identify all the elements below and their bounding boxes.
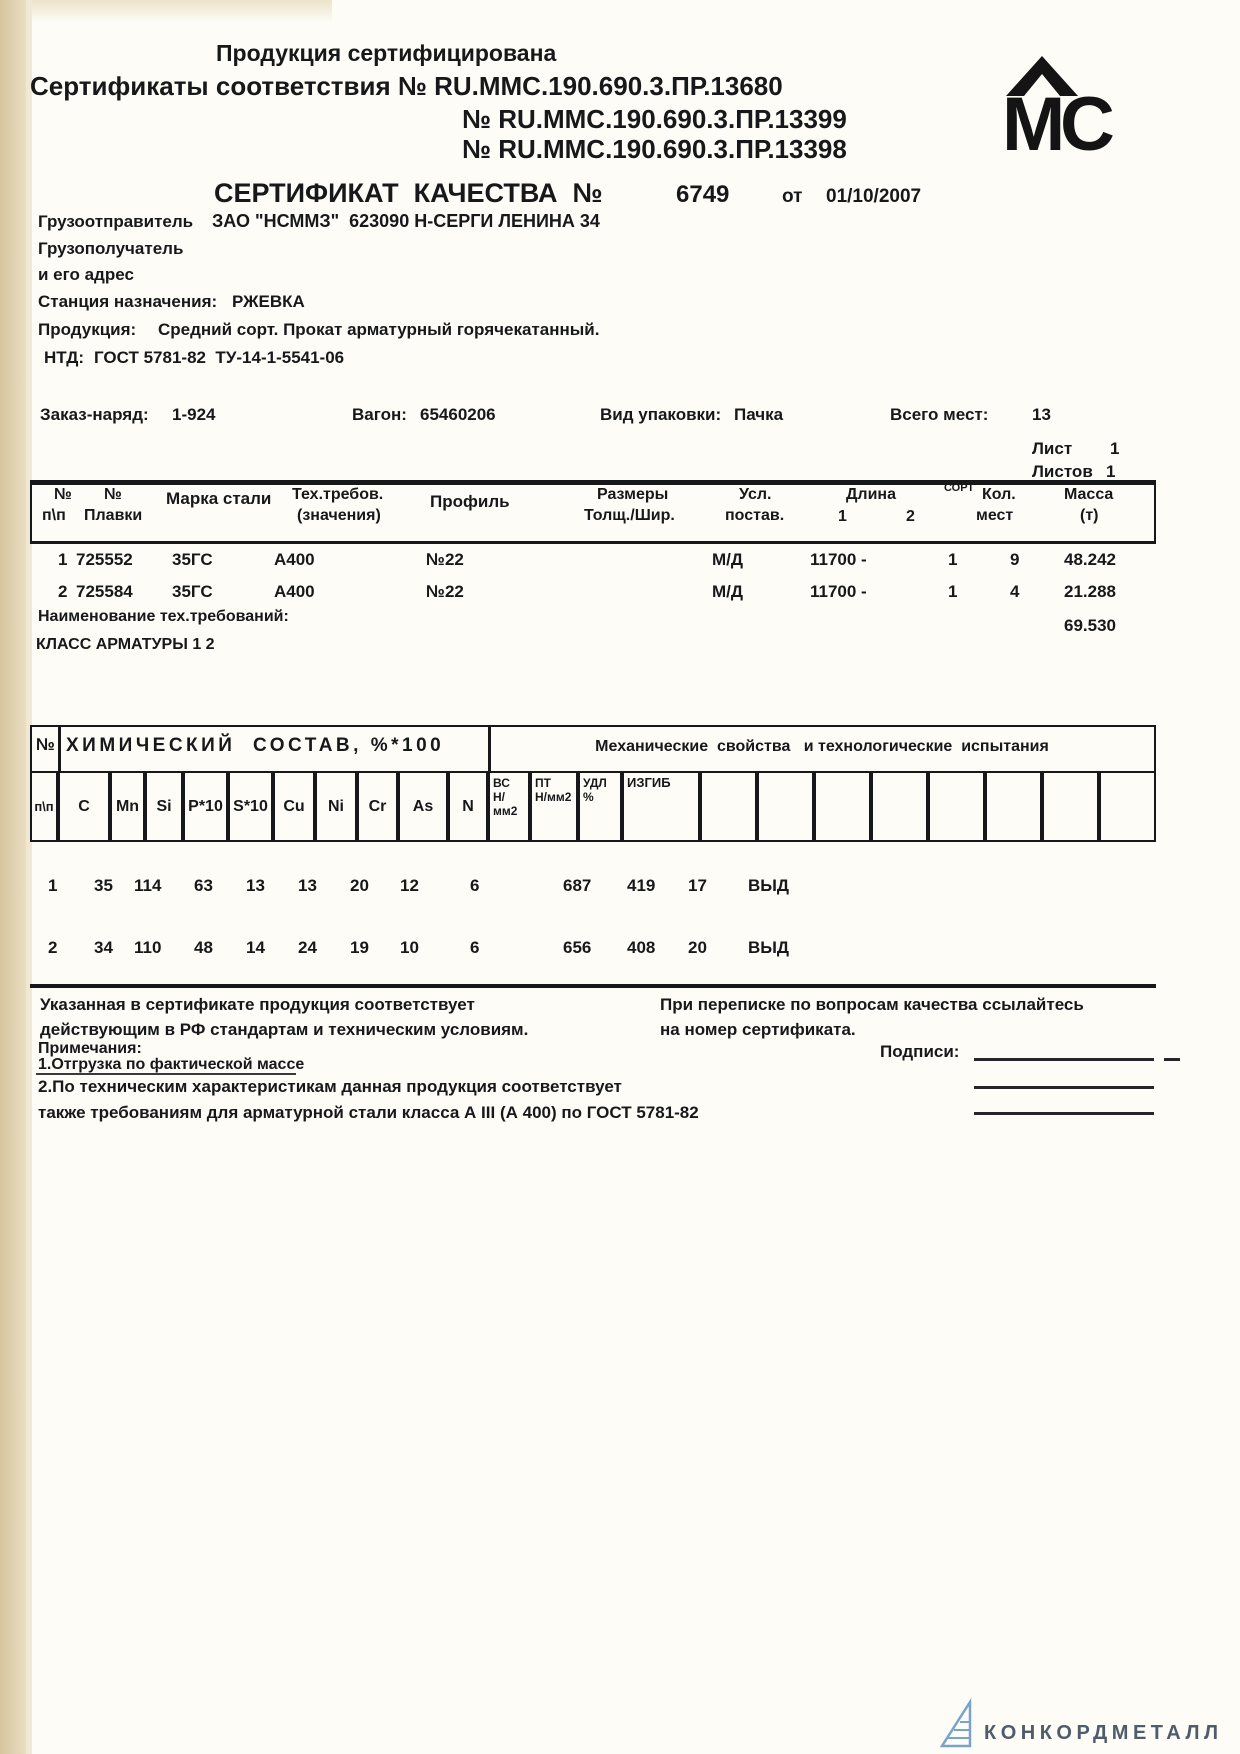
sheets-total-label: Листов (1032, 462, 1093, 481)
chem-row1-vs: 687 (563, 876, 592, 895)
note-1-underline (36, 1073, 296, 1075)
col-sort-vertical: СОРТ (944, 482, 975, 494)
chem-row1-S: 13 (298, 876, 317, 895)
col-tech-req: Тех.требов. (292, 486, 384, 503)
sheet-number: 1 (1110, 439, 1120, 458)
ms-logo-letter-c: С (1060, 82, 1115, 154)
chem-num-label: № (36, 735, 55, 754)
col-size-sub: Толщ./Шир. (584, 507, 675, 524)
col-size: Размеры (597, 486, 669, 503)
certificate-date: 01/10/2007 (826, 186, 922, 207)
chem-col-pp: п\п (30, 771, 58, 842)
chem-row1-pt: 419 (627, 876, 656, 895)
chem-row2-Cu: 19 (350, 938, 369, 957)
chem-col-Ni: Ni (315, 771, 357, 842)
chem-row1-P: 13 (246, 876, 265, 895)
techreq-value: КЛАСС АРМАТУРЫ 1 2 (36, 636, 215, 653)
row1-cond: М/Д (712, 550, 743, 569)
col-mass: Масса (1064, 486, 1114, 503)
chem-row1-num: 1 (48, 876, 58, 895)
sheet-label: Лист (1032, 439, 1073, 458)
chem-row2-Ni: 10 (400, 938, 419, 957)
row1-melt: 725552 (76, 550, 133, 569)
mech-col-izgib-top: ИЗГИБ (627, 775, 671, 790)
signature-line (974, 1112, 1154, 1115)
order-label: Заказ-наряд: (40, 405, 149, 424)
chem-row2-num: 2 (48, 938, 58, 957)
col-mass-sub: (т) (1080, 507, 1099, 524)
col-tech-req-sub: (значения) (297, 507, 381, 524)
row2-mass: 21.288 (1064, 582, 1116, 601)
chem-col-Cu: Cu (273, 771, 315, 842)
row2-qty: 4 (1010, 582, 1020, 601)
col-length-1: 1 (838, 508, 847, 525)
chem-row1-udl: 17 (688, 876, 707, 895)
col-cond-sub: постав. (725, 507, 785, 524)
row2-steel: 35ГС (172, 582, 213, 601)
order-value: 1-924 (172, 405, 216, 424)
note-3: также требованиям для арматурной стали класса А III (А 400) по ГОСТ 5781-82 (38, 1103, 699, 1122)
notes-label: Примечания: (38, 1040, 142, 1057)
correspondence-line-1: При переписке по вопросам качества ссылайтесь (660, 995, 1084, 1014)
chem-col-P10: P*10 (183, 771, 228, 842)
chem-row1-Cu: 20 (350, 876, 369, 895)
chem-row2-udl: 20 (688, 938, 707, 957)
wagon-value: 65460206 (420, 405, 496, 424)
date-from-label: от (782, 186, 803, 207)
conformity-cert-3: № RU.ММС.190.690.3.ПР.13398 (462, 134, 847, 164)
chem-col-Mn: Mn (110, 771, 145, 842)
mech-col-udl-bottom: % (583, 790, 594, 804)
row1-qty: 9 (1010, 550, 1020, 569)
row2-cond: М/Д (712, 582, 743, 601)
certificate-number: 6749 (676, 181, 730, 208)
product-label: Продукция: (38, 320, 137, 339)
col-steel-grade: Марка стали (166, 489, 272, 508)
total-places-label: Всего мест: (890, 405, 989, 424)
row2-sort: 1 (948, 582, 958, 601)
signature-line (974, 1058, 1154, 1061)
row2-length: 11700 - (810, 582, 867, 601)
shipper-value: ЗАО "НСММЗ" 623090 Н-СЕРГИ ЛЕНИНА 34 (212, 211, 600, 231)
conformity-cert-1: Сертификаты соответствия № RU.ММС.190.690.3.ПР.13680 (30, 71, 783, 101)
row1-tech: А400 (274, 550, 315, 569)
mech-col-empty-5 (928, 771, 985, 842)
row1-sort: 1 (948, 550, 958, 569)
mech-col-pt-bottom: Н/мм2 (535, 790, 572, 804)
mech-col-izgib (622, 771, 700, 842)
chem-row2-Cr: 6 (470, 938, 480, 957)
product-value: Средний сорт. Прокат арматурный горячекатанный. (158, 320, 600, 339)
row1-steel: 35ГС (172, 550, 213, 569)
compliance-line-1: Указанная в сертификате продукция соответствует (40, 995, 475, 1014)
row2-num: 2 (58, 582, 68, 601)
correspondence-line-2: на номер сертификата. (660, 1020, 856, 1039)
mech-col-empty-1 (700, 771, 757, 842)
col-num: № (54, 486, 72, 503)
chem-row2-Mn: 110 (134, 938, 162, 957)
mech-col-pt (530, 771, 578, 842)
chem-title: ХИМИЧЕСКИЙ СОСТАВ, %*100 (66, 735, 445, 756)
row1-num: 1 (58, 550, 68, 569)
footer-rule (30, 984, 1156, 988)
chem-row1-Si: 63 (194, 876, 213, 895)
scan-top-shadow (32, 0, 332, 22)
ms-logo (1000, 52, 1122, 154)
consignee-label: Грузополучатель (38, 239, 184, 258)
col-profile: Профиль (430, 492, 510, 511)
chem-col-S10: S*10 (228, 771, 273, 842)
chem-row2-C: 34 (94, 938, 113, 957)
col-length-2: 2 (906, 508, 915, 525)
col-melt-sub: Плавки (84, 507, 143, 524)
scan-edge-highlight (26, 0, 32, 1754)
techreq-label: Наименование тех.требований: (38, 608, 289, 625)
note-2: 2.По техническим характеристикам данная продукция соответствует (38, 1077, 622, 1096)
row2-tech: А400 (274, 582, 315, 601)
mech-title: Механические свойства и технологические испытания (595, 738, 1049, 755)
chem-col-N: N (448, 771, 488, 842)
note-1: 1.Отгрузка по фактической массе (38, 1056, 305, 1073)
mech-col-udl (578, 771, 622, 842)
signatures-label: Подписи: (880, 1042, 960, 1061)
page-title: СЕРТИФИКАТ КАЧЕСТВА № (214, 178, 603, 208)
mech-col-udl-top: УДЛ (583, 776, 607, 790)
total-mass-value: 69.530 (1064, 616, 1116, 635)
chem-row2-vs: 656 (563, 938, 592, 957)
chem-row1-Ni: 12 (400, 876, 419, 895)
signature-line (974, 1086, 1154, 1089)
mech-col-vs-bottom: Н/мм2 (493, 790, 518, 818)
chem-row1-Cr: 6 (470, 876, 480, 895)
certified-line: Продукция сертифицирована (216, 40, 557, 66)
row1-profile: №22 (426, 550, 464, 569)
row1-mass: 48.242 (1064, 550, 1116, 569)
sheets-total-number: 1 (1106, 462, 1116, 481)
wagon-label: Вагон: (352, 405, 407, 424)
total-places-value: 13 (1032, 405, 1051, 424)
mech-col-vs-top: ВС (493, 776, 510, 790)
chem-num-divider (58, 725, 61, 771)
col-length: Длина (846, 486, 896, 503)
konkord-logo-text: КОНКОРДМЕТАЛЛ (984, 1722, 1223, 1744)
shipper-label: Грузоотправитель (38, 212, 194, 231)
col-qty: Кол. (982, 486, 1016, 503)
packing-label: Вид упаковки: (600, 405, 722, 424)
mech-col-pt-top: ПТ (535, 776, 551, 790)
mech-col-empty-6 (985, 771, 1042, 842)
chem-col-C: C (58, 771, 110, 842)
mech-col-vs (488, 771, 530, 842)
mech-col-empty-7 (1042, 771, 1099, 842)
scan-edge-strip (0, 0, 26, 1754)
chem-row1-C: 35 (94, 876, 113, 895)
chem-col-As: As (398, 771, 448, 842)
col-qty-sub: мест (976, 507, 1014, 524)
chem-row2-Si: 48 (194, 938, 213, 957)
row2-melt: 725584 (76, 582, 133, 601)
chem-row2-pt: 408 (627, 938, 656, 957)
chem-row1-Mn: 114 (134, 876, 162, 895)
chem-row2-izgib: ВЫД (748, 938, 790, 957)
chem-row1-izgib: ВЫД (748, 876, 790, 895)
col-num-sub: п\п (42, 507, 66, 524)
mech-col-empty-2 (757, 771, 814, 842)
row1-length: 11700 - (810, 550, 867, 569)
col-melt: № (104, 486, 122, 503)
ntd-label: НТД: (44, 348, 85, 367)
ms-logo-letter-m: М (1002, 82, 1066, 154)
ntd-value: ГОСТ 5781-82 ТУ-14-1-5541-06 (94, 348, 345, 367)
row2-profile: №22 (426, 582, 464, 601)
destination-station-label: Станция назначения: (38, 292, 218, 311)
chem-col-Si: Si (145, 771, 183, 842)
col-cond: Усл. (739, 486, 772, 503)
chem-row2-P: 14 (246, 938, 265, 957)
konkord-logo-icon (936, 1696, 976, 1752)
destination-station-value: РЖЕВКА (232, 292, 305, 311)
chem-row2-S: 24 (298, 938, 317, 957)
consignee-address-label: и его адрес (38, 265, 134, 284)
compliance-line-2: действующим в РФ стандартам и техническим условиям. (40, 1020, 529, 1039)
mech-col-empty-8 (1099, 771, 1156, 842)
mech-col-empty-3 (814, 771, 871, 842)
packing-value: Пачка (734, 405, 784, 424)
chem-col-Cr: Cr (357, 771, 398, 842)
signature-line-dash (1164, 1058, 1180, 1061)
conformity-cert-2: № RU.ММС.190.690.3.ПР.13399 (462, 104, 847, 134)
mech-col-empty-4 (871, 771, 928, 842)
